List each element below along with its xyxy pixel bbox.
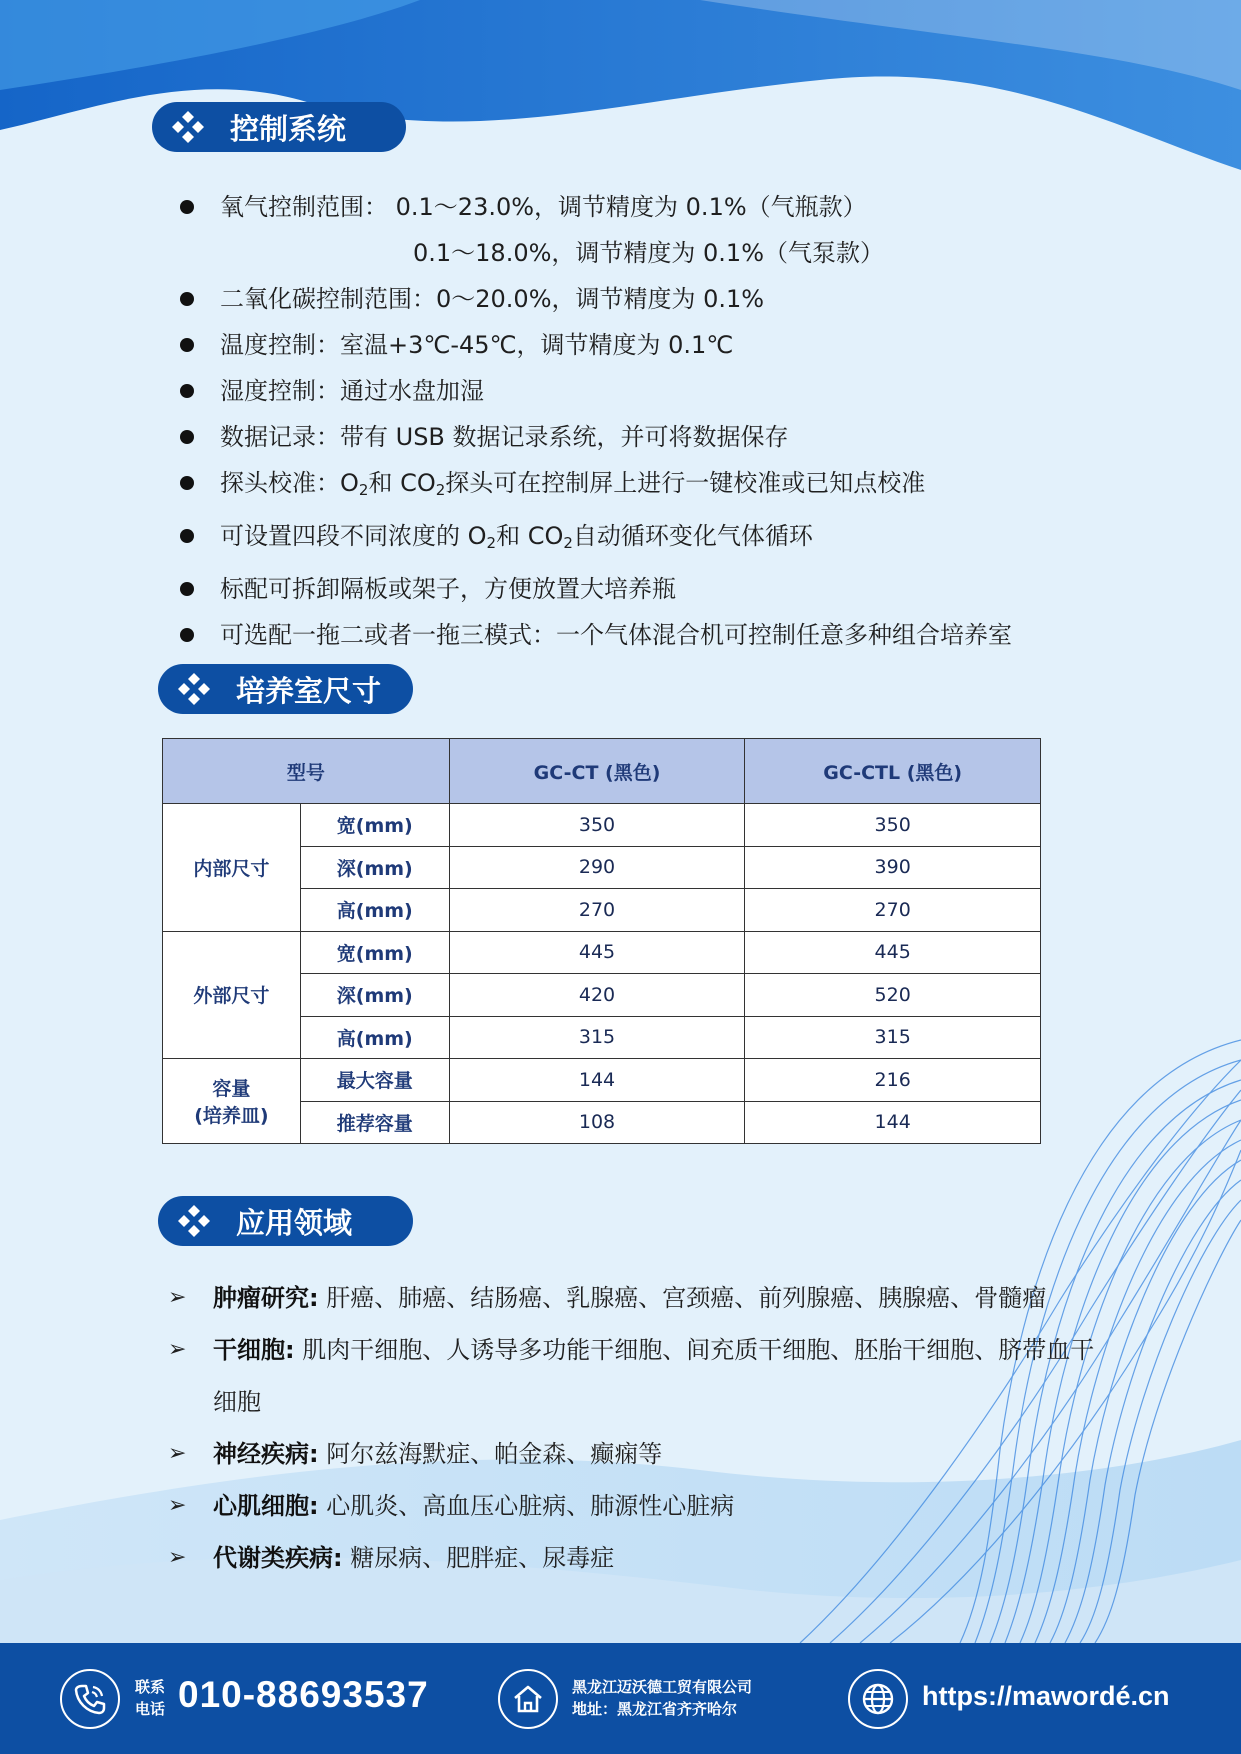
param-label: 深(mm) [300, 974, 449, 1017]
group-label-line2: (培养皿) [194, 1105, 269, 1127]
cell-value: 270 [745, 889, 1041, 932]
list-item: ➢ 代谢类疾病: 糖尿病、肥胖症、尿毒症 [168, 1532, 1108, 1584]
bullet-dot-icon [180, 582, 194, 596]
section-title: 培养室尺寸 [236, 673, 382, 708]
cell-value: 216 [745, 1059, 1041, 1102]
section-header-applications [158, 1196, 413, 1246]
spec-item: 探头校准：$O_2$和 $CO_2$探头可在控制屏上进行一键校准或已知点校准 [180, 460, 1080, 513]
bullet-dot-icon [180, 529, 194, 543]
bullet-dot-icon [180, 430, 194, 444]
company-info: 黑龙江迈沃德工贸有限公司 地址：黑龙江省齐齐哈尔 [572, 1678, 753, 1718]
cell-value: 390 [745, 846, 1041, 889]
cell-value: 315 [745, 1016, 1041, 1059]
cell-value: 445 [449, 931, 745, 974]
group-label-line1: 容量 [212, 1078, 251, 1100]
table-row [163, 931, 1041, 974]
control-spec-list [180, 184, 1080, 658]
arrow-bullet-icon: ➢ [168, 1441, 187, 1466]
header-gc-ctl: GC-CTL (黑色) [745, 739, 1041, 804]
arrow-bullet-icon: ➢ [168, 1285, 187, 1310]
bullet-dot-icon [180, 384, 194, 398]
list-item: ➢ 干细胞: 肌肉干细胞、人诱导多功能干细胞、间充质干细胞、胚胎干细胞、脐带血干细胞 [168, 1324, 1108, 1428]
cell-value: 350 [449, 804, 745, 847]
spec-item-continuation: 0.1～18.0%，调节精度为 0.1%（气泵款） [413, 239, 885, 267]
spec-item: 二氧化碳控制范围：0～20.0%，调节精度为 0.1% [180, 276, 1080, 322]
cell-value: 445 [745, 931, 1041, 974]
cell-value: 315 [449, 1016, 745, 1059]
arrow-bullet-icon: ➢ [168, 1337, 187, 1362]
spec-item: 湿度控制：通过水盘加湿 [180, 368, 1080, 414]
cell-value: 520 [745, 974, 1041, 1017]
phone-number[interactable]: 010-88693537 [178, 1674, 429, 1715]
param-label: 宽(mm) [300, 804, 449, 847]
home-icon [498, 1669, 558, 1729]
cell-value: 144 [745, 1101, 1041, 1144]
arrow-bullet-icon: ➢ [168, 1493, 187, 1518]
cell-value: 144 [449, 1059, 745, 1102]
cell-value: 290 [449, 846, 745, 889]
list-item: ➢ 肿瘤研究: 肝癌、肺癌、结肠癌、乳腺癌、宫颈癌、前列腺癌、胰腺癌、骨髓瘤 [168, 1272, 1108, 1324]
bullet-dot-icon [180, 628, 194, 642]
cell-value: 270 [449, 889, 745, 932]
header-gc-ct: GC-CT (黑色) [449, 739, 745, 804]
spec-item: 数据记录：带有 USB 数据记录系统，并可将数据保存 [180, 414, 1080, 460]
list-item: ➢ 神经疾病: 阿尔兹海默症、帕金森、癫痫等 [168, 1428, 1108, 1480]
contact-label: 联系 电话 [135, 1678, 166, 1718]
spec-item: 氧气控制范围： 0.1～23.0%，调节精度为 0.1%（气瓶款） [180, 184, 1080, 230]
group-label: 内部尺寸 [163, 804, 301, 932]
footer-bar [0, 1643, 1241, 1754]
param-label: 最大容量 [300, 1059, 449, 1102]
group-label: 外部尺寸 [163, 931, 301, 1059]
section-header-chamber [158, 664, 413, 714]
section-title: 控制系统 [230, 111, 347, 146]
param-label: 高(mm) [300, 889, 449, 932]
bullet-dot-icon [180, 476, 194, 490]
list-item: ➢ 心肌细胞: 心肌炎、高血压心脏病、肺源性心脏病 [168, 1480, 1108, 1532]
bullet-dot-icon [180, 200, 194, 214]
section-header-control [152, 102, 406, 152]
table-header-row [163, 739, 1041, 804]
spec-item: 标配可拆卸隔板或架子，方便放置大培养瓶 [180, 566, 1080, 612]
diamond-cluster-icon [174, 669, 214, 709]
diamond-cluster-icon [168, 107, 208, 147]
cell-value: 108 [449, 1101, 745, 1144]
website-link[interactable]: https://mawordé.cn [922, 1681, 1170, 1711]
spec-item: 可选配一拖二或者一拖三模式：一个气体混合机可控制任意多种组合培养室 [180, 612, 1080, 658]
spec-item: 温度控制：室温+3℃-45℃，调节精度为 0.1℃ [180, 322, 1080, 368]
cell-value: 420 [449, 974, 745, 1017]
table-row [163, 804, 1041, 847]
param-label: 深(mm) [300, 846, 449, 889]
header-model: 型号 [163, 739, 450, 804]
table-row [163, 1059, 1041, 1102]
phone-icon [60, 1669, 120, 1729]
application-list [168, 1272, 1108, 1584]
param-label: 宽(mm) [300, 931, 449, 974]
bullet-dot-icon [180, 338, 194, 352]
globe-icon [848, 1669, 908, 1729]
arrow-bullet-icon: ➢ [168, 1545, 187, 1570]
param-label: 推荐容量 [300, 1101, 449, 1144]
section-title: 应用领域 [236, 1205, 353, 1240]
diamond-cluster-icon [174, 1201, 214, 1241]
cell-value: 350 [745, 804, 1041, 847]
param-label: 高(mm) [300, 1016, 449, 1059]
spec-item: 可设置四段不同浓度的 $O_2$和 $CO_2$自动循环变化气体循环 [180, 513, 1080, 566]
bullet-dot-icon [180, 292, 194, 306]
group-label [163, 1059, 301, 1144]
chamber-dimensions-table [162, 738, 1041, 1144]
